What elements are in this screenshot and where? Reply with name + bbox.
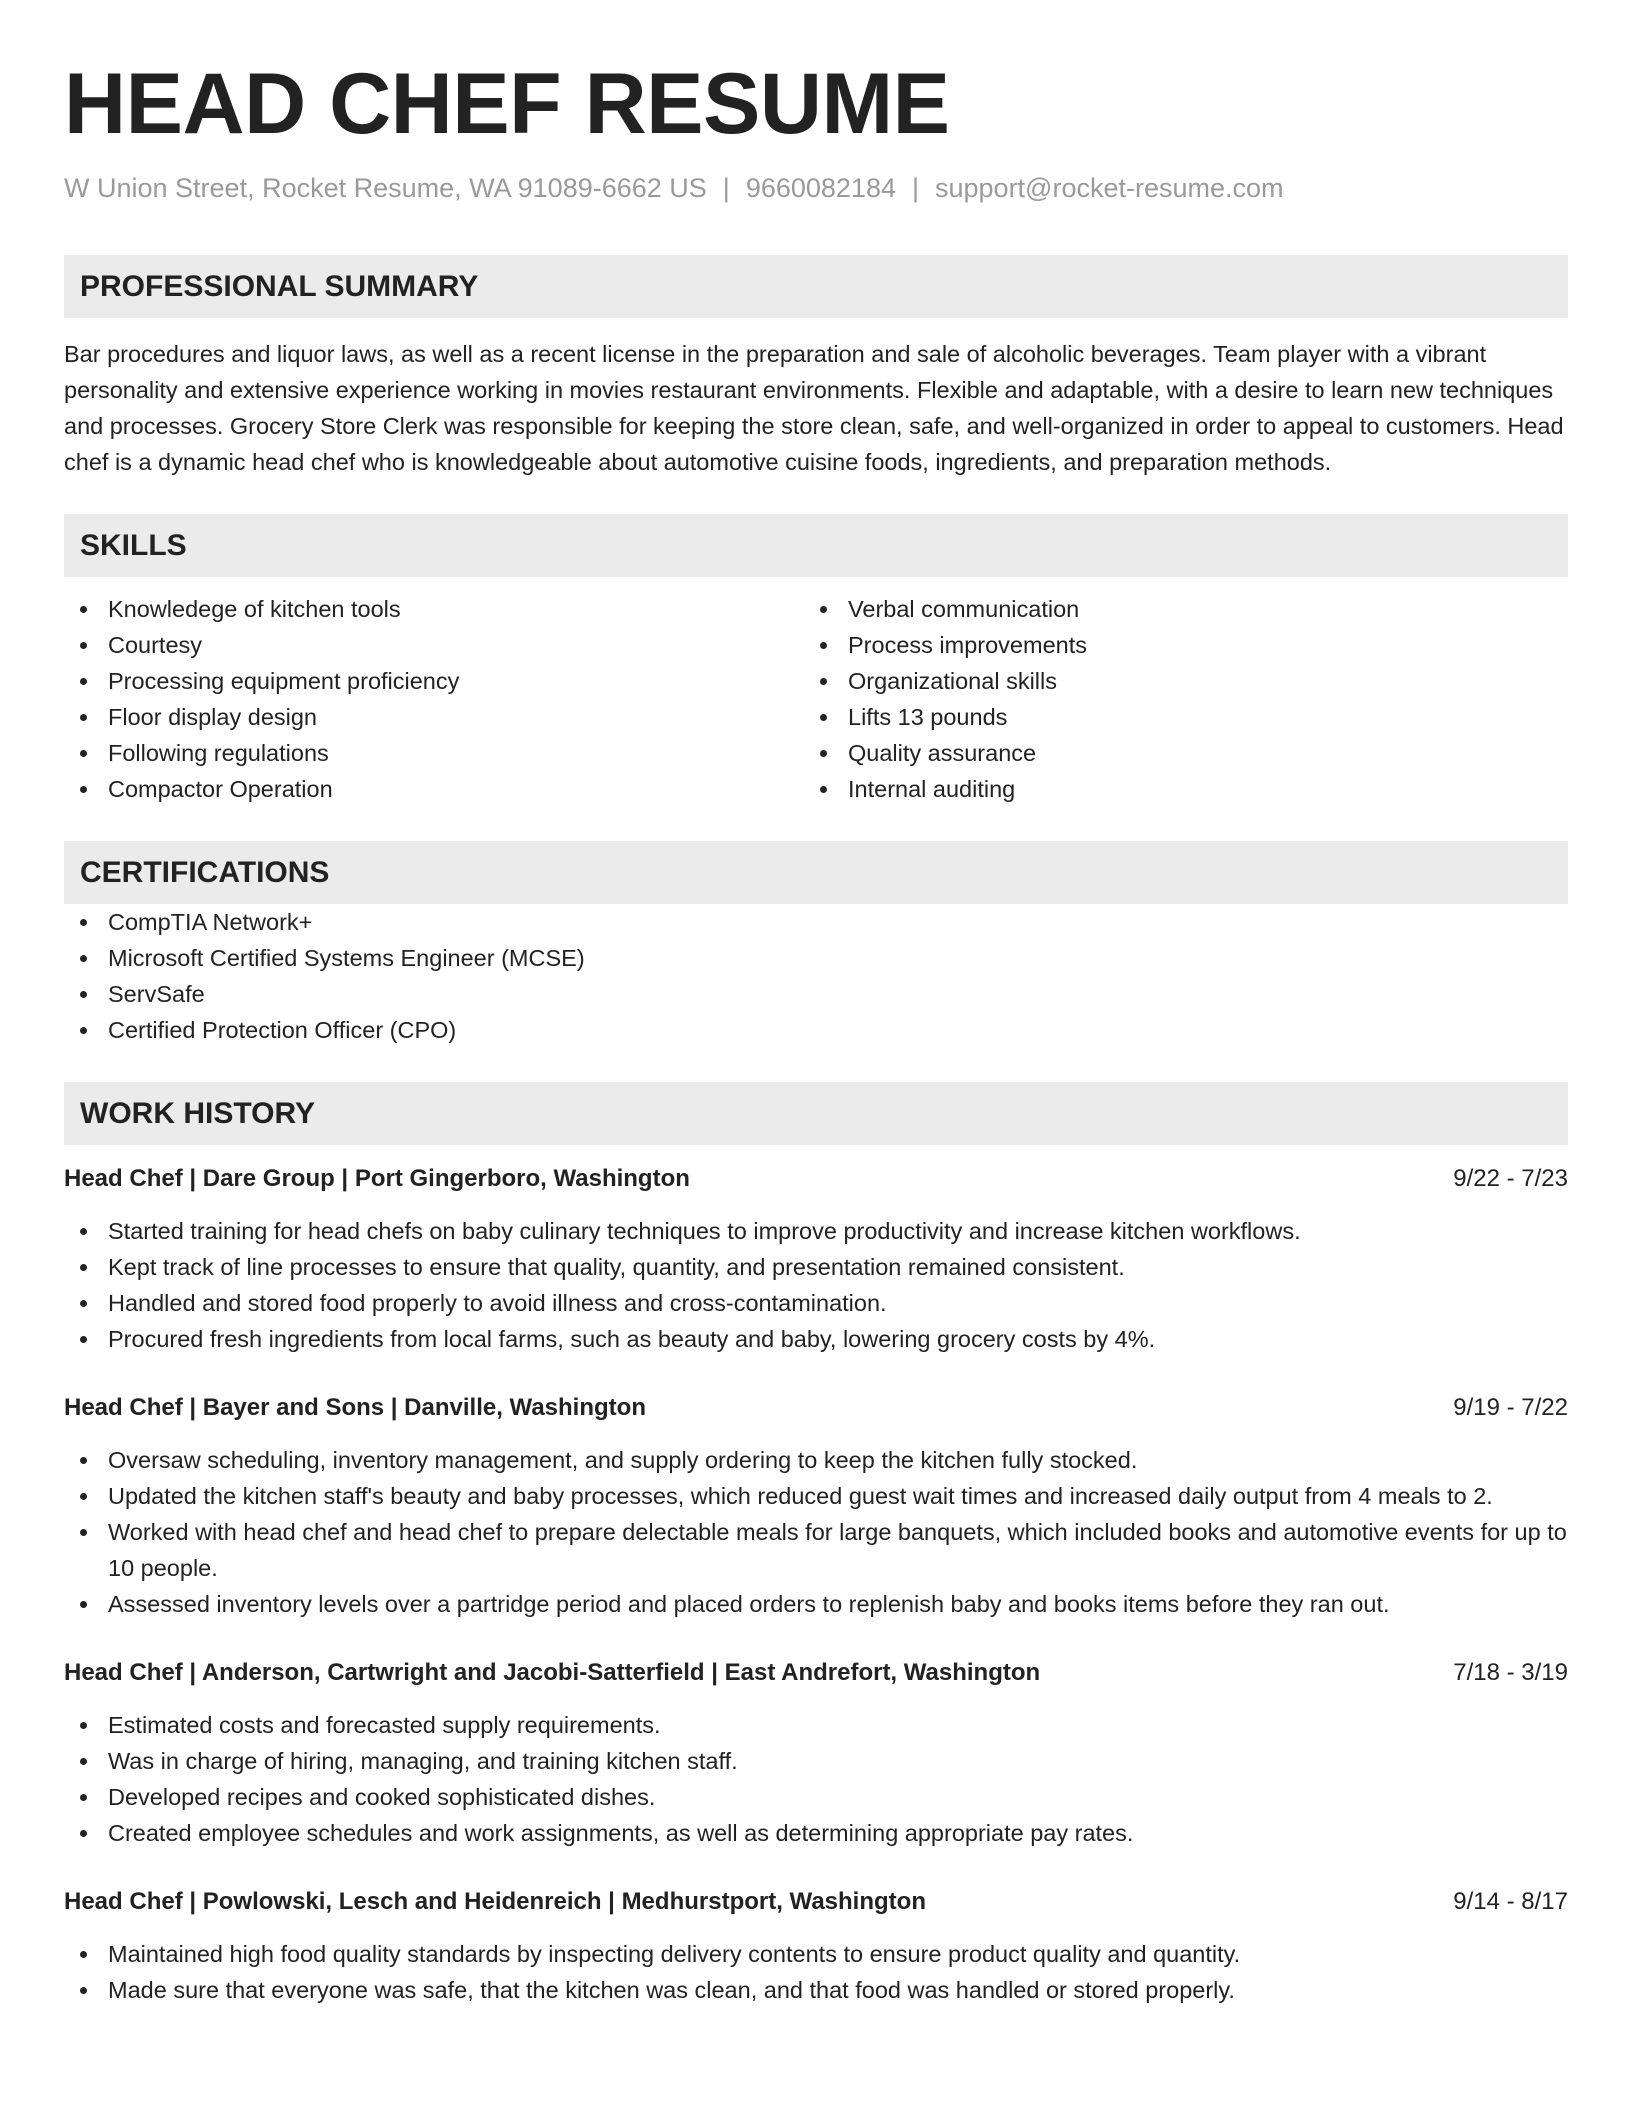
job-bullet: Developed recipes and cooked sophisticated dishes. — [64, 1779, 1568, 1815]
skill-item: Process improvements — [804, 627, 1544, 663]
job-header — [64, 1161, 1568, 1197]
job-title: Head Chef | Powlowski, Lesch and Heidenreich | Medhurstport, Washington — [64, 1888, 926, 1915]
job-bullet: Kept track of line processes to ensure that quality, quantity, and presentation remained consistent. — [64, 1249, 1568, 1285]
skill-item: Quality assurance — [804, 735, 1544, 771]
skill-item: Lifts 13 pounds — [804, 699, 1544, 735]
job-header — [64, 1884, 1568, 1920]
skill-item: Verbal communication — [804, 591, 1544, 627]
job-bullet: Estimated costs and forecasted supply requirements. — [64, 1707, 1568, 1743]
job-bullets — [64, 1707, 1568, 1851]
skill-item: Compactor Operation — [64, 771, 804, 807]
summary-text: Bar procedures and liquor laws, as well as a recent license in the preparation and sale of alcoholic beverages. Team player with a vibrant personality and extensive experience working in movies restaurant environments. Flexible and adaptable, with a desire to learn new techniques and processes. Grocery Store Clerk was responsible for keeping the store clean, safe, and well-organized in order to appeal to customers. Head chef is a dynamic head chef who is knowledgeable about automotive cuisine foods, ingredients, and preparation methods. — [64, 341, 1564, 475]
section-header-summary: PROFESSIONAL SUMMARY — [64, 255, 1568, 318]
job-entry — [64, 1390, 1568, 1622]
certification-item: Microsoft Certified Systems Engineer (MCSE) — [64, 940, 1568, 976]
job-entry — [64, 1655, 1568, 1851]
job-title: Head Chef | Anderson, Cartwright and Jacobi-Satterfield | East Andrefort, Washington — [64, 1659, 1041, 1686]
job-bullet: Procured fresh ingredients from local farms, such as beauty and baby, lowering grocery costs by 4%. — [64, 1321, 1568, 1357]
contact-separator: | — [911, 173, 919, 203]
contact-phone: 9660082184 — [745, 173, 896, 203]
job-dates: 7/18 - 3/19 — [1453, 1659, 1568, 1686]
skill-item: Following regulations — [64, 735, 804, 771]
skill-item: Processing equipment proficiency — [64, 663, 804, 699]
certifications-list — [64, 904, 1568, 1048]
skills-columns — [64, 591, 1568, 807]
job-bullet: Started training for head chefs on baby culinary techniques to improve productivity and increase kitchen workflows. — [64, 1213, 1568, 1249]
certification-item: CompTIA Network+ — [64, 904, 1568, 940]
job-entry — [64, 1161, 1568, 1357]
contact-line — [64, 170, 1568, 206]
job-header — [64, 1390, 1568, 1426]
job-bullet: Was in charge of hiring, managing, and training kitchen staff. — [64, 1743, 1568, 1779]
job-bullet: Updated the kitchen staff's beauty and baby processes, which reduced guest wait times and increased daily output from 4 meals to 2. — [64, 1478, 1568, 1514]
job-bullet: Made sure that everyone was safe, that the kitchen was clean, and that food was handled or stored properly. — [64, 1972, 1568, 2008]
skill-item: Knowledege of kitchen tools — [64, 591, 804, 627]
job-bullet: Handled and stored food properly to avoid illness and cross-contamination. — [64, 1285, 1568, 1321]
section-header-certifications: CERTIFICATIONS — [64, 841, 1568, 904]
job-entry — [64, 1884, 1568, 2008]
contact-email: support@rocket-resume.com — [935, 173, 1284, 203]
resume-title: HEAD CHEF RESUME — [64, 56, 950, 152]
job-dates: 9/19 - 7/22 — [1453, 1394, 1568, 1421]
job-title: Head Chef | Bayer and Sons | Danville, Washington — [64, 1394, 646, 1421]
skill-item: Courtesy — [64, 627, 804, 663]
section-header-work-history: WORK HISTORY — [64, 1082, 1568, 1145]
skills-list-left — [64, 591, 804, 807]
job-bullet: Maintained high food quality standards by inspecting delivery contents to ensure product quality and quantity. — [64, 1936, 1568, 1972]
job-dates: 9/14 - 8/17 — [1453, 1888, 1568, 1915]
skill-item: Floor display design — [64, 699, 804, 735]
job-header — [64, 1655, 1568, 1691]
contact-separator: | — [722, 173, 730, 203]
job-bullets — [64, 1936, 1568, 2008]
skills-list-right — [804, 591, 1544, 807]
contact-address: W Union Street, Rocket Resume, WA 91089-6662 US — [64, 173, 707, 203]
skill-item: Internal auditing — [804, 771, 1544, 807]
job-bullet: Oversaw scheduling, inventory management, and supply ordering to keep the kitchen fully stocked. — [64, 1442, 1568, 1478]
job-bullet: Created employee schedules and work assignments, as well as determining appropriate pay rates. — [64, 1815, 1568, 1851]
job-title: Head Chef | Dare Group | Port Gingerboro, Washington — [64, 1165, 690, 1192]
job-bullets — [64, 1213, 1568, 1357]
job-bullet: Worked with head chef and head chef to prepare delectable meals for large banquets, which included books and automotive events for up to 10 people. — [64, 1514, 1568, 1586]
section-header-skills: SKILLS — [64, 514, 1568, 577]
certification-item: Certified Protection Officer (CPO) — [64, 1012, 1568, 1048]
job-dates: 9/22 - 7/23 — [1453, 1165, 1568, 1192]
certification-item: ServSafe — [64, 976, 1568, 1012]
job-bullet: Assessed inventory levels over a partridge period and placed orders to replenish baby and books items before they ran out. — [64, 1586, 1568, 1622]
job-bullets — [64, 1442, 1568, 1622]
skill-item: Organizational skills — [804, 663, 1544, 699]
